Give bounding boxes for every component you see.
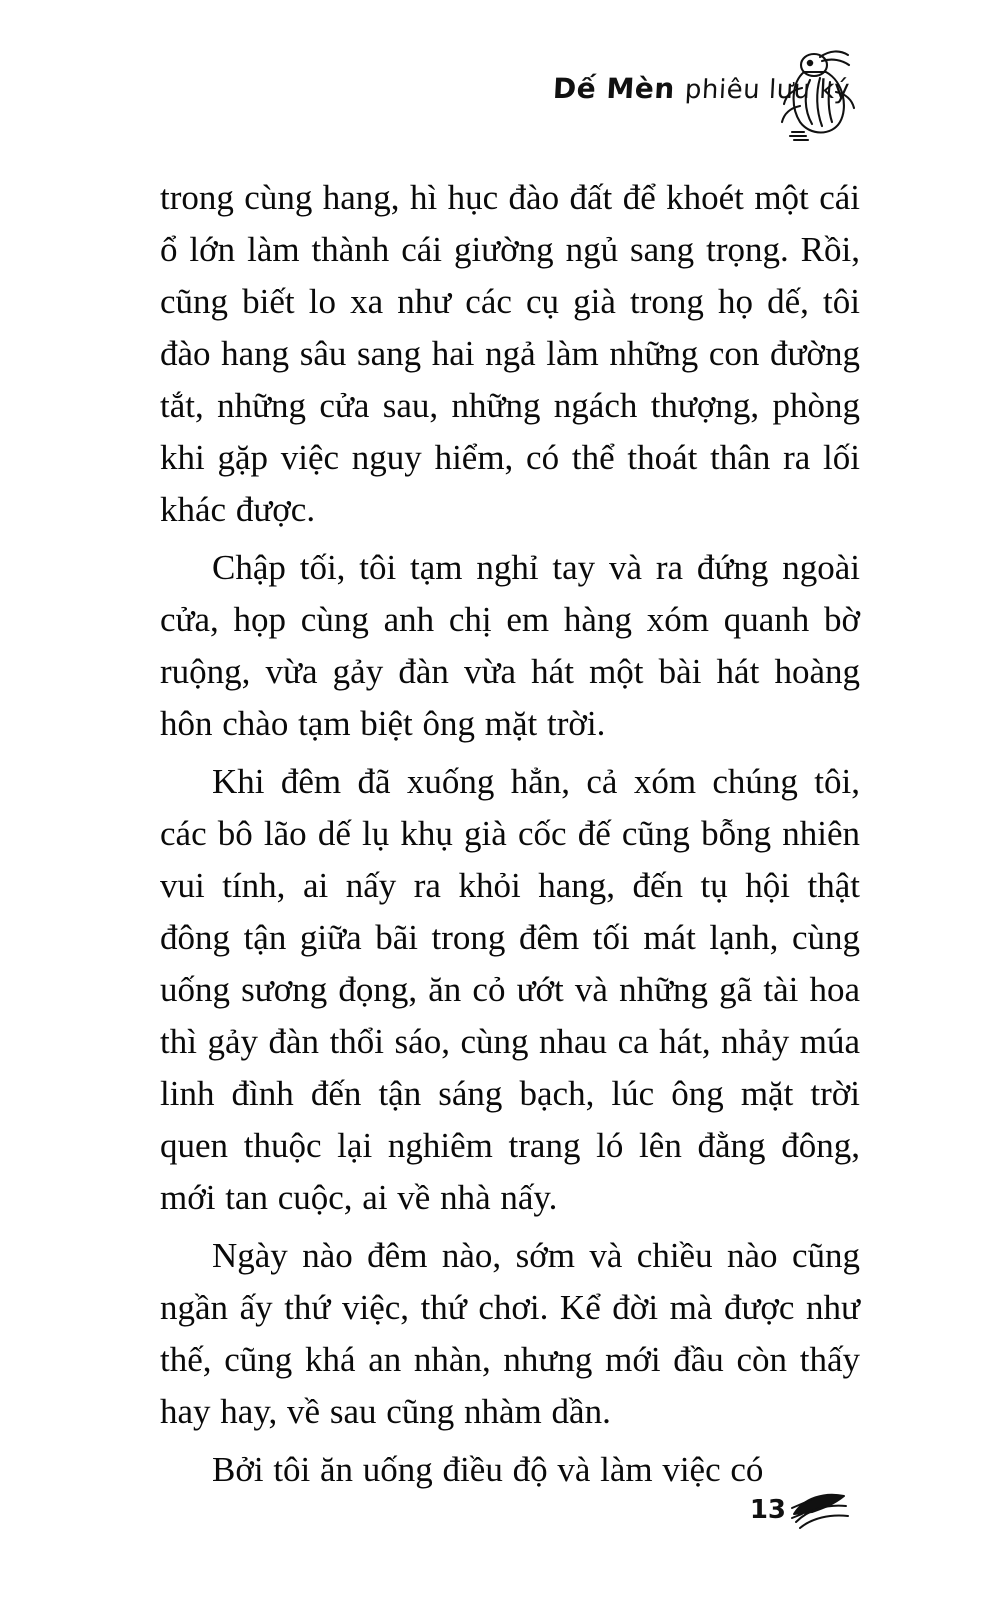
running-head-title-bold: Dế Mèn bbox=[552, 72, 676, 105]
page-footer bbox=[750, 1488, 852, 1532]
paragraph: trong cùng hang, hì hục đào đất để khoét một cái ổ lớn làm thành cái giường ngủ sang trọng. Rồi, cũng biết lo xa như các cụ già trong họ dế, tôi đào hang sâu sang hai ngả làm những con đường tắt, những cửa sau, những ngách thượng, phòng khi gặp việc nguy hiểm, có thể thoát thân ra lối khác được. bbox=[160, 178, 860, 529]
paragraph: Bởi tôi ăn uống điều độ và làm việc có bbox=[212, 1450, 764, 1489]
running-head-title-light: phiêu lưu ký bbox=[684, 75, 851, 105]
body-text-column bbox=[160, 172, 860, 1496]
page-number: 13 bbox=[749, 1495, 786, 1525]
paragraph: Khi đêm đã xuống hẳn, cả xóm chúng tôi, các bô lão dế lụ khụ già cốc đế cũng bỗng nhiên vui tính, ai nấy ra khỏi hang, đến tụ hội thật đông tận giữa bãi trong đêm tối mát lạnh, cùng uống sương đọng, ăn cỏ ướt và những gã tài hoa thì gảy đàn thổi sáo, cùng nhau ca hát, nhảy múa linh đình đến tận sáng bạch, lúc ông mặt trời quen thuộc lại nghiêm trang ló lên đằng đông, mới tan cuộc, ai về nhà nấy. bbox=[160, 762, 860, 1217]
cricket-icon bbox=[770, 48, 860, 144]
leaf-ornament-icon bbox=[790, 1488, 852, 1532]
paragraph: Ngày nào đêm nào, sớm và chiều nào cũng ngần ấy thứ việc, thứ chơi. Kể đời mà được như thế, cũng khá an nhàn, nhưng mới đầu còn thấy hay hay, về sau cũng nhàm dần. bbox=[160, 1236, 860, 1431]
paragraph: Chập tối, tôi tạm nghỉ tay và ra đứng ngoài cửa, họp cùng anh chị em hàng xóm quanh bờ ruộng, vừa gảy đàn vừa hát một bài hát hoàng hôn chào tạm biệt ông mặt trời. bbox=[160, 548, 860, 743]
